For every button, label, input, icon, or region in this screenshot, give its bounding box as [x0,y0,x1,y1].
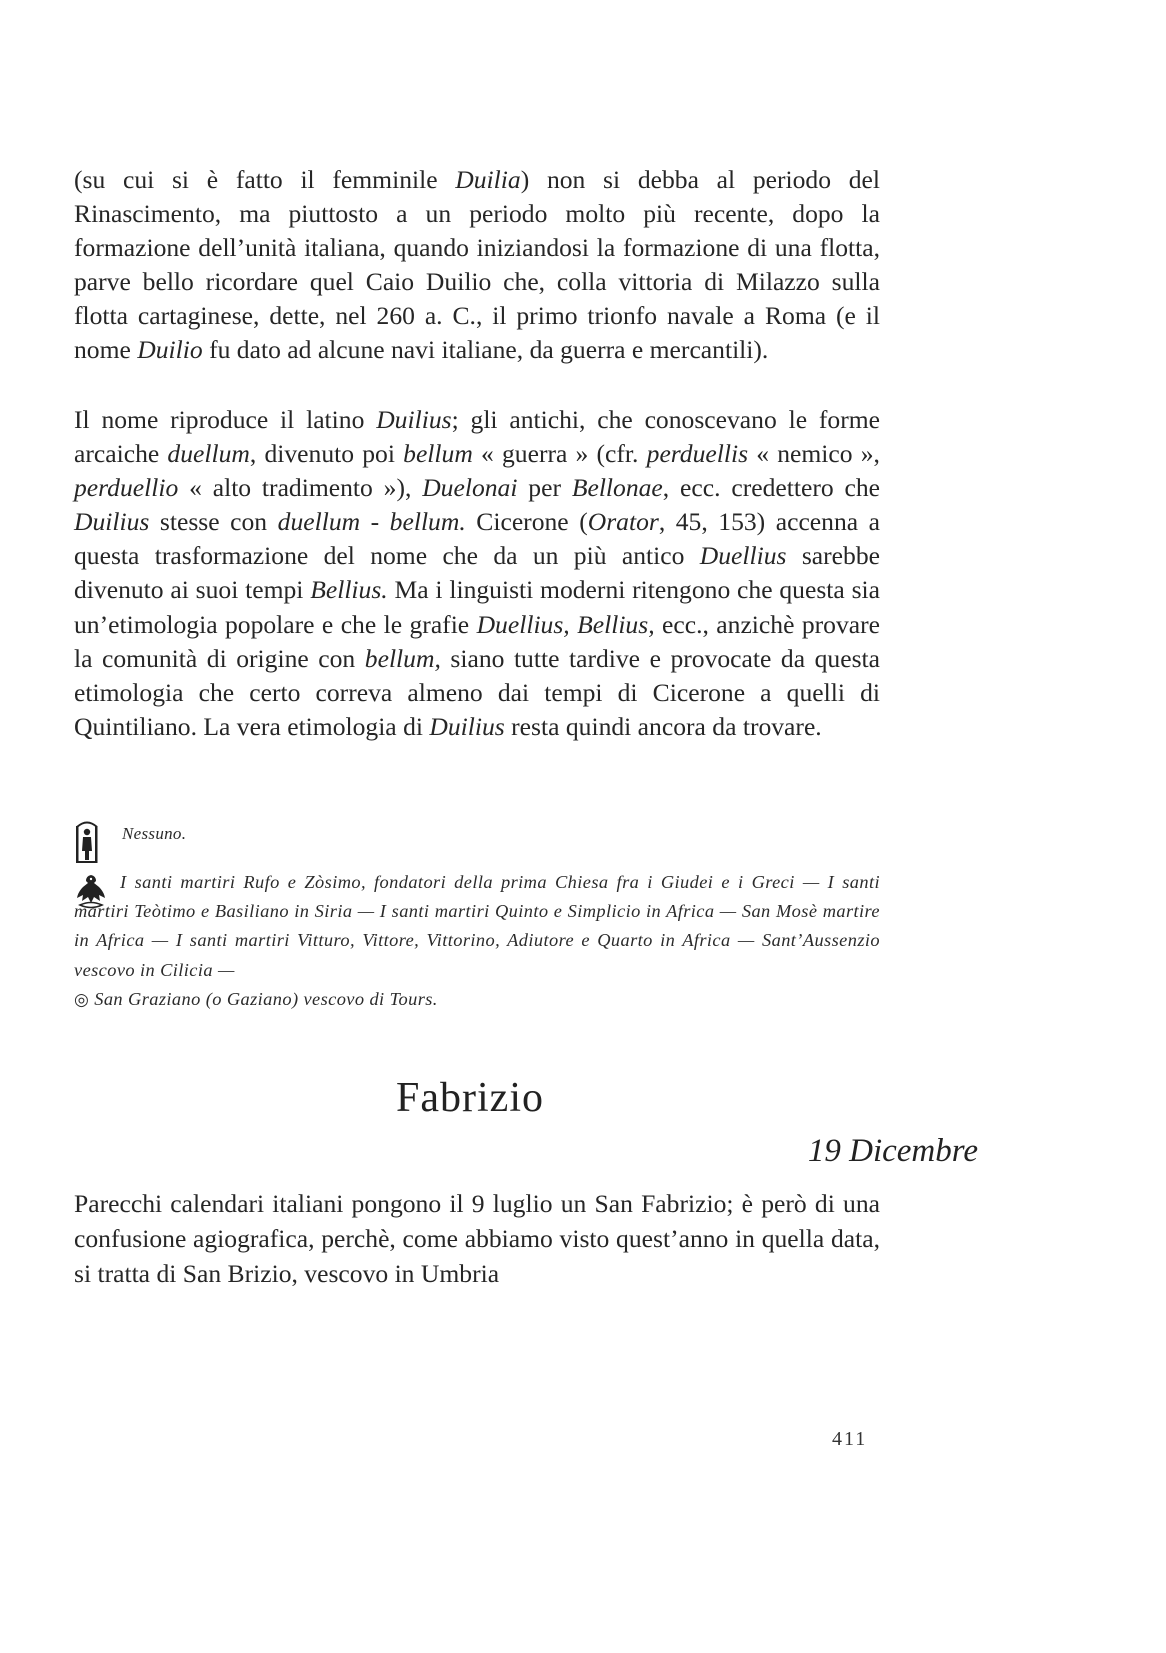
text-span: per [517,473,572,503]
text-span: Cicerone ( [465,507,588,537]
patron-note-text: Nessuno. [122,824,187,843]
italic-term: Duilia [455,165,521,194]
text-span: , ecc. credettero che [662,473,880,503]
paragraph-fabrizio: Parecchi calendari italiani pongono il 9 luglio un San Fabrizio; è però di una confusione agiografica, perchè, come abbiamo visto quest’anno in quella data, si tratta di San Brizio, vescovo in Umbria [74,1189,880,1288]
text-span: , divenuto poi [249,439,404,469]
italic-term: bellum [403,439,473,469]
text-span: , 45, 153) accenna a questa trasformazione del nome che da un più antico [74,507,881,571]
standing-saint-figure-icon [74,818,100,864]
page-number: 411 [832,1428,868,1450]
feast-date: 19 Dicembre [807,1133,978,1169]
text-span: sarebbe divenuto ai suoi tempi [74,541,880,605]
text-span: siano tutte tardive e provocate da questa etimologia che certo correva almeno dai tempi di Cicerone a quelli di Quintiliano. La vera etimologia di [74,643,880,741]
italic-term: duellum - bellum. [277,507,466,537]
saints-list-text [74,868,880,1014]
text-span: fu dato ad alcune navi italiane, da guerra e mercantili). [202,335,769,365]
circle-symbol-icon: ◎ [74,989,90,1009]
italic-term: Duilius [376,405,452,434]
text-span: resta quindi ancora da trovare. [504,711,822,741]
italic-term: Bellius. [310,575,388,605]
saints-list-tail: San Graziano (o Gaziano) vescovo di Tours. [89,988,438,1009]
saints-list: I santi martiri Rufo e Zòsimo, fondatori della prima Chiesa fra i Giudei e i Greci — I santi martiri Teòtimo e Basiliano in Siria — I santi martiri Quinto e Simplicio in Africa — San Mosè martire in Africa — I santi martiri Vitturo, Vittore, Vittorino, Adiutore e Quarto in Africa — Sant’Aussenzio vescovo in Cilicia — [74,872,880,980]
italic-term: Duellius, Bellius, [476,609,655,639]
text-span: stesse con [149,507,278,537]
section-title: Fabrizio [396,1075,544,1121]
italic-term: Duilio [137,335,203,365]
text-span: « nemico », [748,439,880,469]
text-span: (su cui si è fatto il femminile [74,165,456,194]
italic-term: Duelonai [422,473,518,503]
text-span: « guerra » (cfr. [472,439,647,469]
italic-term: Duilius [429,711,505,741]
italic-term: perduellio [74,473,179,503]
italic-term: Bellonae [571,473,663,503]
italic-term: Duilius [74,507,150,537]
text-span: ) non si debba al periodo del Rinascimento, ma piuttosto a un periodo molto più recente, dopo la formazione dell’unità italiana, quando iniziandosi la formazione di una flotta, parve bello ricordare quel Caio Duilio che, colla vittoria di Milazzo sulla flotta cartaginese, dette, nel 260 a. C., il primo trionfo navale a Roma (e il nome [74,165,880,365]
italic-term: Orator [587,507,659,537]
italic-term: duellum [167,439,250,469]
italic-term: perduellis [646,439,749,469]
text-span: ; gli antichi, che conoscevano le forme arcaiche [74,405,880,469]
text-span: ecc., anzichè provare la comunità di origine con [74,609,880,673]
patron-saints-note [74,818,374,864]
text-span: « alto tradimento »), [178,473,423,503]
paragraph-etymology [74,403,880,744]
italic-term: Duellius [699,541,787,571]
paragraph-duilia-history [74,163,880,368]
text-span: Ma i linguisti moderni ritengono che questa sia un’etimologia popolare e che le grafie [74,575,880,639]
text-span: Il nome riproduce il latino [74,405,377,434]
italic-term: bellum, [364,643,441,673]
